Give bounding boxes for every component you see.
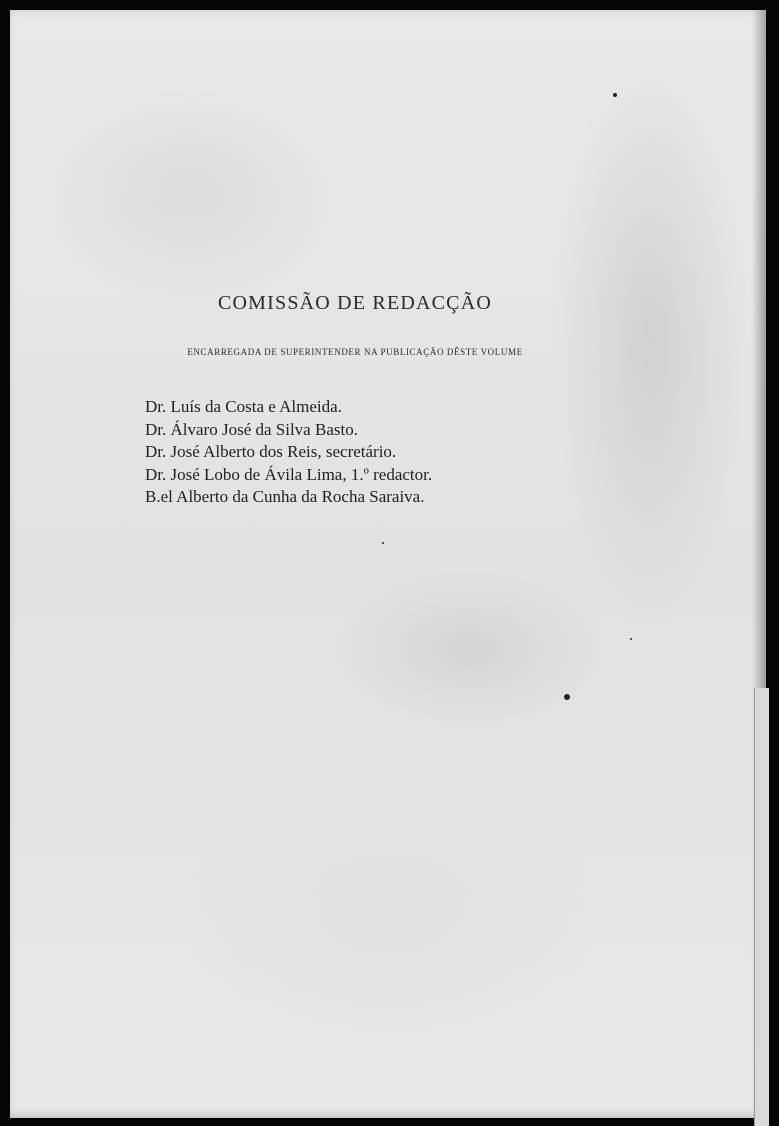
member-list bbox=[145, 396, 432, 509]
list-item: B.el Alberto da Cunha da Rocha Saraiva. bbox=[145, 487, 425, 506]
document-body bbox=[10, 10, 766, 1118]
list-item: Dr. José Lobo de Ávila Lima, 1.º redactor. bbox=[145, 464, 433, 484]
list-item: Dr. Álvaro José da Silva Basto. bbox=[145, 419, 358, 439]
list-item: Dr. José Alberto dos Reis, secretário. bbox=[145, 442, 397, 461]
page-subtitle: ENCARREGADA DE SUPERINTENDER NA PUBLICAÇÃO DÊSTE VOLUME bbox=[187, 347, 523, 357]
list-item: Dr. Luís da Costa e Almeida. bbox=[145, 397, 342, 416]
page-title: COMISSÃO DE REDACÇÃO bbox=[217, 292, 493, 314]
paper-page bbox=[10, 10, 766, 1118]
